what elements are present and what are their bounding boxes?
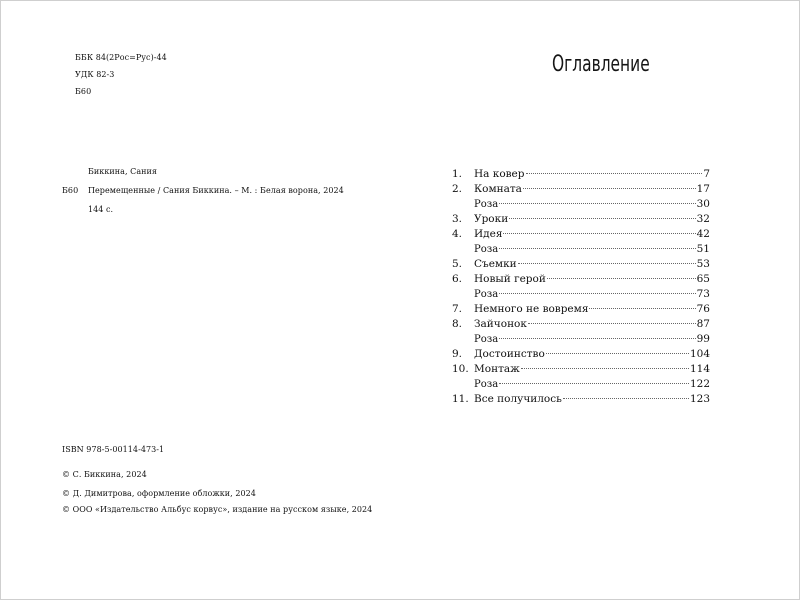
- toc-entry-title: Комната: [474, 183, 522, 195]
- toc-dot-leader: [546, 353, 689, 354]
- toc-entry-number: 6.: [452, 273, 463, 285]
- toc-entry-title: Монтаж: [474, 363, 520, 375]
- toc-entry: [452, 377, 710, 392]
- toc-entry-page: 17: [696, 183, 710, 195]
- toc-entry-number: 10.: [452, 363, 469, 375]
- catalog-author: Биккина, Сания: [88, 167, 158, 176]
- toc-entry-title: Роза: [474, 379, 499, 390]
- toc-entry-number: 7.: [452, 303, 463, 315]
- toc-dot-leader: [528, 323, 696, 324]
- isbn: ISBN 978-5-00114-473-1: [62, 445, 165, 454]
- toc-entry: [452, 167, 710, 182]
- toc-entry-title: Съемки: [474, 258, 517, 270]
- toc-entry: [452, 197, 710, 212]
- toc-dot-leader: [547, 278, 696, 279]
- toc-entry: [452, 317, 710, 332]
- toc-entry-number: 5.: [452, 258, 463, 270]
- toc-entry-page: 87: [696, 318, 710, 330]
- toc-entry-number: 9.: [452, 348, 463, 360]
- toc-entry: [452, 287, 710, 302]
- table-of-contents: [452, 167, 710, 407]
- author-mark: Б60: [75, 87, 92, 96]
- copyright-cover: © Д. Димитрова, оформление обложки, 2024: [62, 489, 256, 498]
- catalog-code: Б60: [62, 186, 79, 195]
- toc-entry-title: На ковер: [474, 168, 525, 180]
- toc-dot-leader: [499, 248, 695, 249]
- toc-entry: [452, 347, 710, 362]
- toc-entry-title: Достоинство: [474, 348, 545, 360]
- toc-entry-page: 73: [696, 288, 710, 300]
- toc-entry-number: 2.: [452, 183, 463, 195]
- copyright-author: © С. Биккина, 2024: [62, 470, 147, 479]
- toc-entry-page: 114: [689, 363, 710, 375]
- toc-entry-number: 11.: [452, 393, 469, 405]
- toc-entry: [452, 257, 710, 272]
- toc-dot-leader: [589, 308, 695, 309]
- toc-entry-page: 7: [703, 168, 710, 180]
- toc-entry: [452, 392, 710, 407]
- toc-dot-leader: [563, 398, 689, 399]
- toc-dot-leader: [499, 338, 695, 339]
- toc-entry-title: Все получилось: [474, 393, 562, 405]
- toc-entry-page: 53: [696, 258, 710, 270]
- copyright-publisher: © ООО «Издательство Альбус корвус», издание на русском языке, 2024: [62, 505, 373, 514]
- bbk-code: ББК 84(2Рос=Рус)-44: [75, 53, 167, 62]
- toc-entry: [452, 302, 710, 317]
- toc-entry: [452, 242, 710, 257]
- toc-entry-title: Роза: [474, 244, 499, 255]
- toc-entry: [452, 182, 710, 197]
- toc-entry-page: 30: [696, 198, 710, 210]
- toc-entry-number: 3.: [452, 213, 463, 225]
- toc-entry-page: 32: [696, 213, 710, 225]
- toc-entry-title: Новый герой: [474, 273, 546, 285]
- toc-entry: [452, 227, 710, 242]
- contents-page: [400, 0, 800, 600]
- toc-dot-leader: [526, 173, 703, 174]
- toc-entry-page: 104: [689, 348, 710, 360]
- toc-entry-page: 122: [689, 378, 710, 390]
- toc-entry-number: 8.: [452, 318, 463, 330]
- toc-entry-title: Немного не вовремя: [474, 303, 589, 315]
- toc-dot-leader: [499, 203, 695, 204]
- toc-dot-leader: [499, 293, 695, 294]
- toc-entry-title: Роза: [474, 199, 499, 210]
- toc-entry-page: 123: [689, 393, 710, 405]
- toc-entry-page: 99: [696, 333, 710, 345]
- toc-dot-leader: [503, 233, 695, 234]
- toc-entry: [452, 272, 710, 287]
- toc-entry: [452, 212, 710, 227]
- toc-entry: [452, 332, 710, 347]
- toc-entry-page: 42: [696, 228, 710, 240]
- toc-entry-title: Идея: [474, 228, 503, 240]
- toc-entry: [452, 362, 710, 377]
- toc-dot-leader: [521, 368, 689, 369]
- catalog-pages: 144 с.: [88, 205, 114, 214]
- toc-entry-page: 51: [696, 243, 710, 255]
- toc-dot-leader: [523, 188, 696, 189]
- toc-heading: Оглавление: [552, 52, 650, 77]
- toc-entry-title: Уроки: [474, 213, 509, 225]
- toc-entry-title: Роза: [474, 289, 499, 300]
- udk-code: УДК 82-3: [75, 70, 115, 79]
- toc-entry-number: 4.: [452, 228, 463, 240]
- catalog-title: Перемещенные / Сания Биккина. – М. : Белая ворона, 2024: [88, 186, 344, 195]
- toc-dot-leader: [499, 383, 689, 384]
- toc-dot-leader: [518, 263, 696, 264]
- toc-entry-page: 65: [696, 273, 710, 285]
- toc-entry-number: 1.: [452, 168, 463, 180]
- toc-dot-leader: [509, 218, 695, 219]
- toc-entry-title: Зайчонок: [474, 318, 527, 330]
- toc-entry-page: 76: [696, 303, 710, 315]
- toc-entry-title: Роза: [474, 334, 499, 345]
